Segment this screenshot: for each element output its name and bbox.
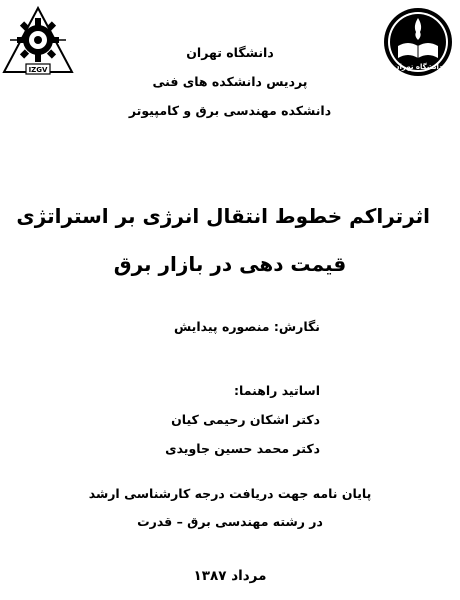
submission-date: مرداد ۱۳۸۷ xyxy=(193,568,267,584)
university-name: دانشگاه تهران xyxy=(186,45,274,60)
institution-header xyxy=(100,38,360,125)
degree-line-1: پایان نامه جهت دریافت درجه کارشناسی ارشد xyxy=(88,486,372,501)
degree-line-2: در رشته مهندسی برق – قدرت xyxy=(137,514,323,529)
supervisors-heading: اساتید راهنما: xyxy=(234,383,320,398)
thesis-title xyxy=(16,192,430,288)
author-line: نگارش: منصوره پیدایش xyxy=(173,319,320,334)
supervisors-block xyxy=(165,376,320,463)
faculty-name: دانشکده مهندسی برق و کامپیوتر xyxy=(128,103,332,118)
left-logo-text: IZGV xyxy=(28,66,48,74)
university-of-tehran-seal-icon xyxy=(382,6,454,78)
campus-name: پردیس دانشکده های فنی xyxy=(152,74,308,89)
engineering-gear-logo-icon xyxy=(0,4,76,80)
thesis-title-line-2: قیمت دهی در بازار برق xyxy=(113,252,347,276)
degree-statement xyxy=(60,480,400,536)
thesis-title-line-1: اثرتراکم خطوط انتقال انرژی بر استراتژی xyxy=(16,204,430,228)
right-logo-text: دانشگاه تهران xyxy=(393,63,443,71)
supervisor-name: دکتر اشکان رحیمی کیان xyxy=(171,412,320,427)
supervisor-name: دکتر محمد حسین جاویدی xyxy=(165,441,320,456)
